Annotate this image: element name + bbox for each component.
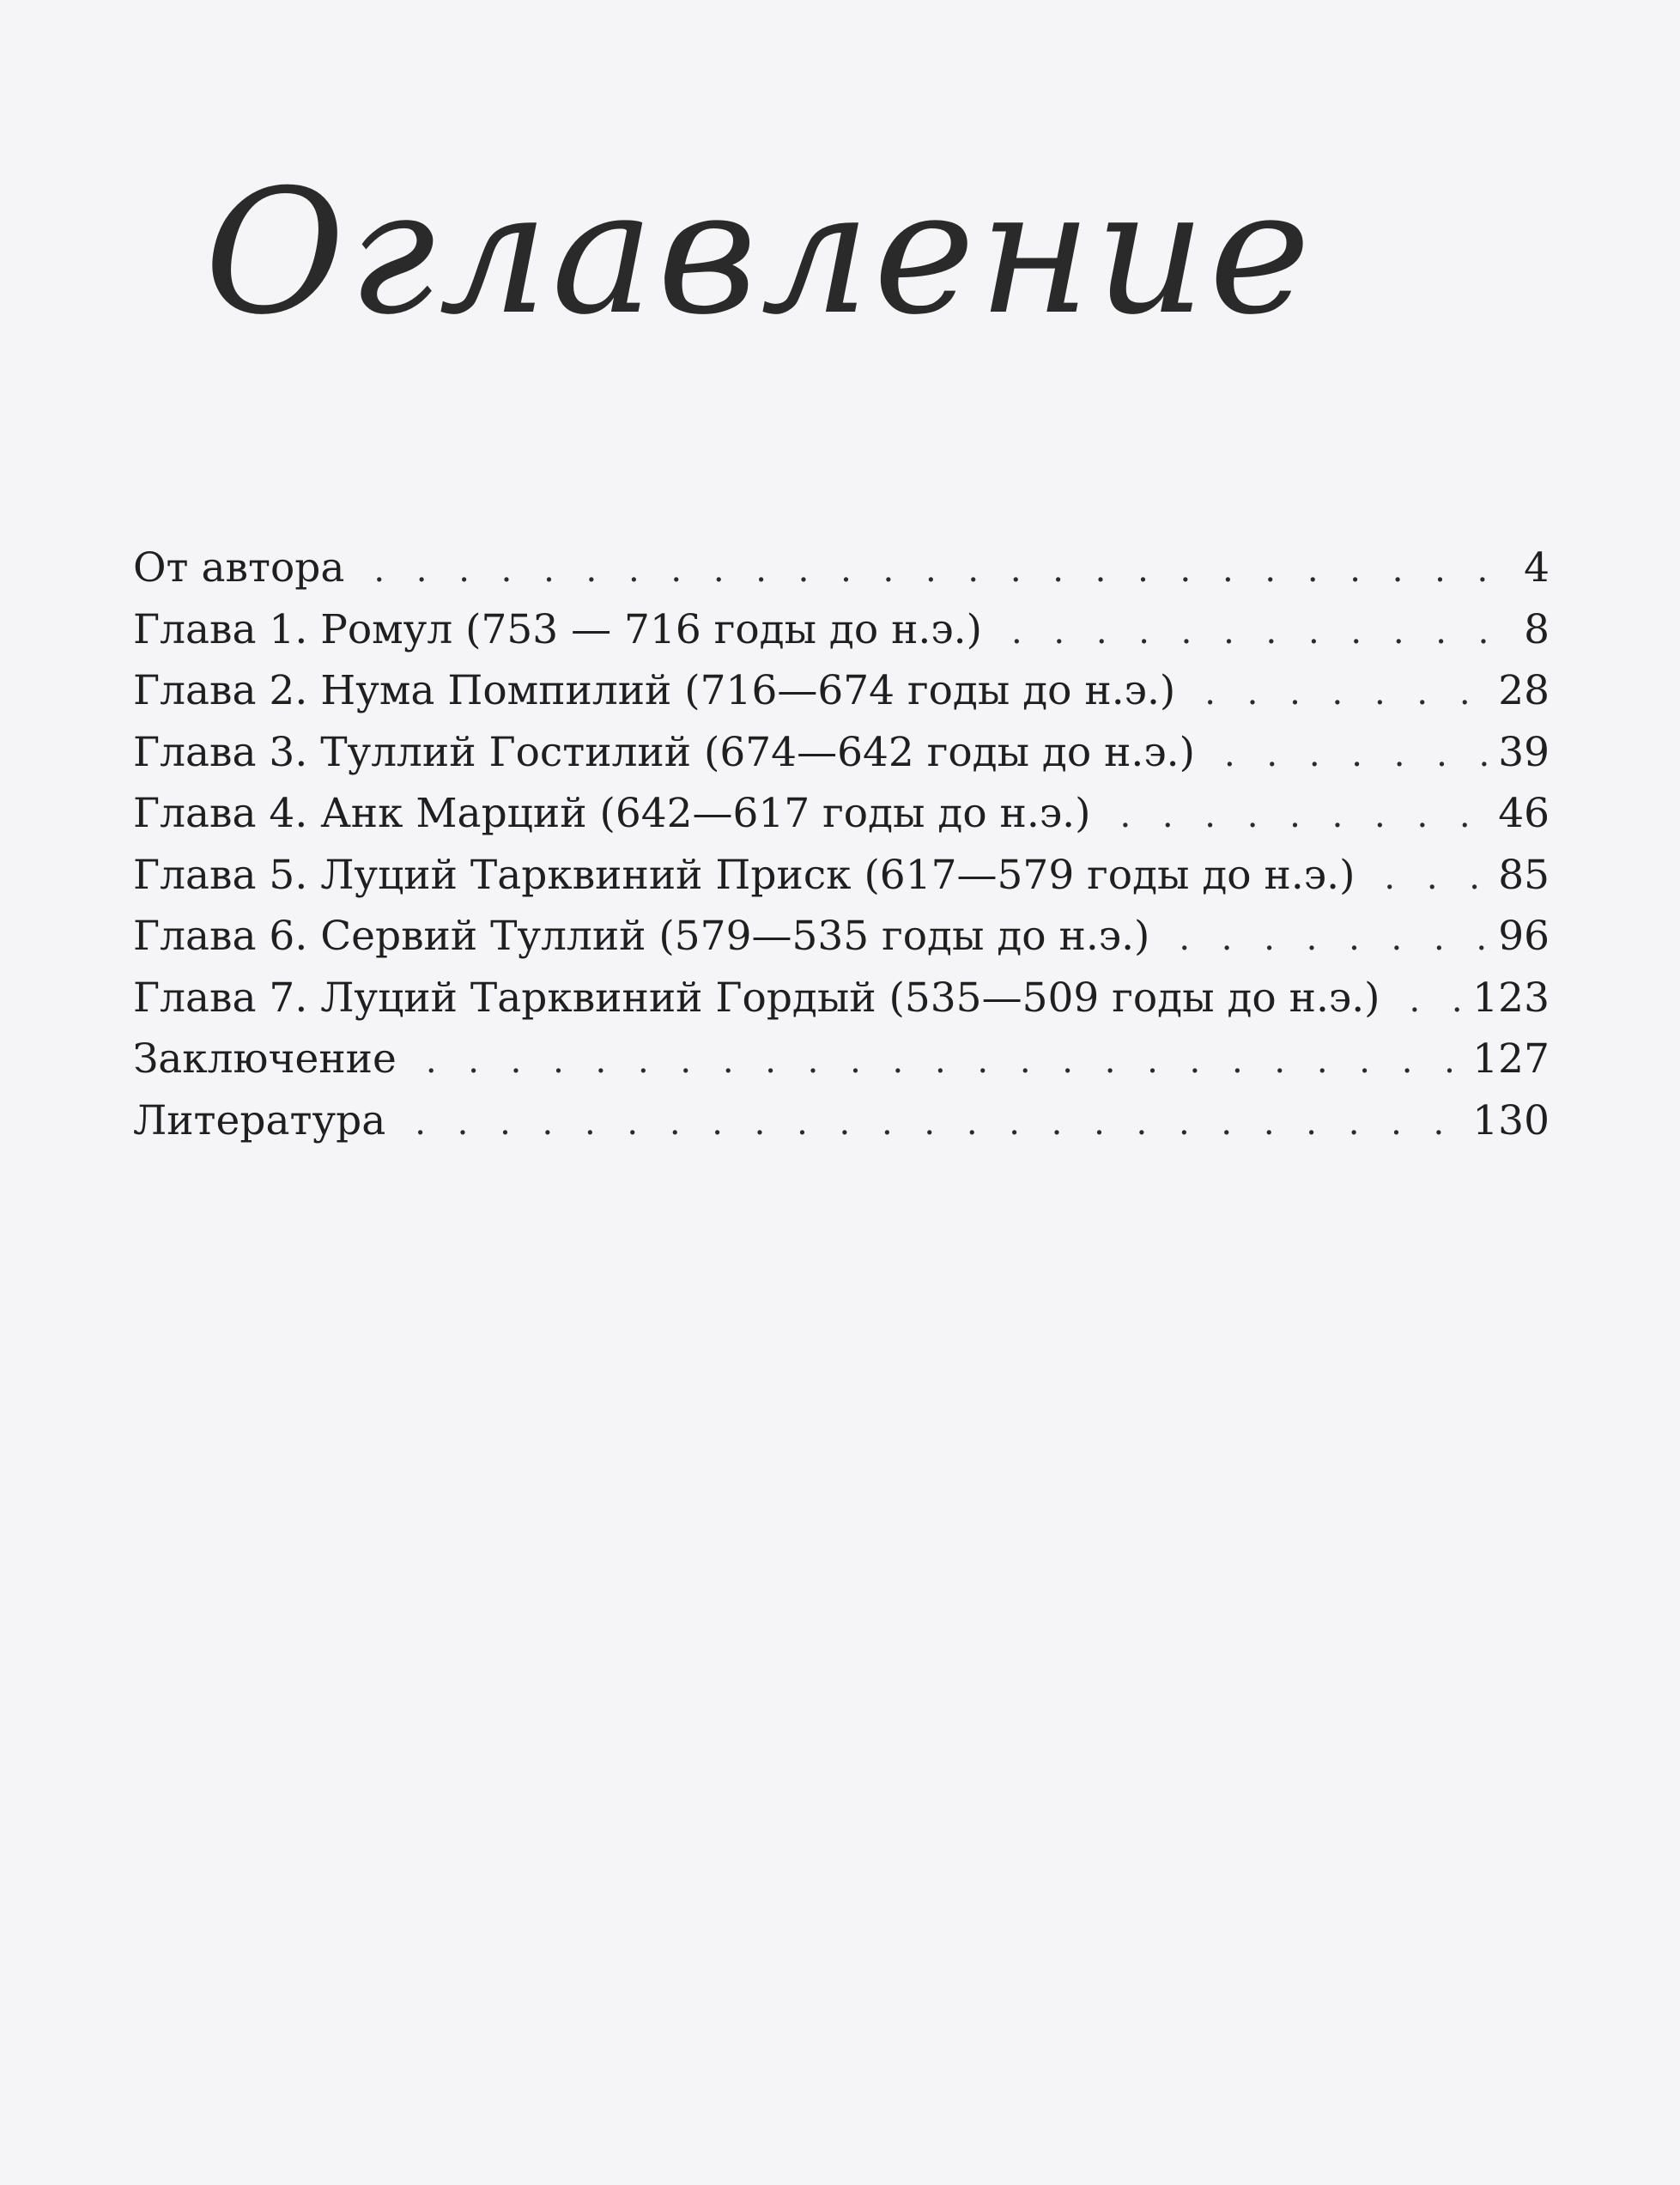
toc-entry-page: 123 — [1472, 974, 1550, 1022]
toc-entry-title: Глава 1. Ромул (753 — 716 годы до н.э.) — [133, 605, 982, 653]
dot-leader — [373, 550, 1496, 590]
table-of-contents — [133, 544, 1550, 1158]
toc-entry-title: Глава 5. Луций Тарквиний Приск (617—579 годы до н.э.) — [133, 851, 1356, 899]
toc-entry-page: 85 — [1498, 851, 1550, 899]
toc-entry[interactable] — [133, 667, 1550, 729]
toc-entry[interactable] — [133, 606, 1550, 668]
dot-leader — [1384, 858, 1488, 897]
toc-entry-title: Заключение — [133, 1035, 397, 1083]
dot-leader — [1224, 735, 1488, 774]
toc-entry[interactable] — [133, 913, 1550, 974]
toc-entry-page: 28 — [1498, 667, 1550, 714]
toc-entry-page: 127 — [1472, 1035, 1550, 1083]
toc-entry-page: 4 — [1524, 544, 1550, 592]
dot-leader — [1409, 980, 1462, 1020]
toc-entry-page: 130 — [1472, 1096, 1550, 1144]
dot-leader — [1119, 796, 1488, 835]
toc-entry[interactable] — [133, 1097, 1550, 1159]
toc-entry-title: Глава 3. Туллий Гостилий (674—642 годы до н.э.) — [133, 728, 1195, 776]
toc-entry-title: Литература — [133, 1096, 386, 1144]
toc-entry[interactable] — [133, 852, 1550, 913]
toc-entry-page: 39 — [1498, 728, 1550, 776]
toc-entry[interactable] — [133, 1035, 1550, 1097]
toc-entry-page: 96 — [1498, 913, 1550, 960]
dot-leader — [1204, 673, 1488, 713]
toc-entry-page: 8 — [1524, 605, 1550, 653]
toc-entry-page: 46 — [1498, 790, 1550, 837]
dot-leader — [415, 1103, 1462, 1143]
toc-entry-title: Глава 7. Луций Тарквиний Гордый (535—509 годы до н.э.) — [133, 974, 1380, 1022]
toc-entry-title: От автора — [133, 544, 345, 592]
toc-entry[interactable] — [133, 729, 1550, 791]
dot-leader — [1011, 612, 1496, 652]
toc-entry[interactable] — [133, 790, 1550, 852]
page-heading: Оглавление — [204, 153, 1314, 353]
toc-entry-title: Глава 6. Сервий Туллий (579—535 годы до н.э.) — [133, 913, 1150, 960]
toc-entry-title: Глава 4. Анк Марций (642—617 годы до н.э.) — [133, 790, 1091, 837]
toc-entry[interactable] — [133, 974, 1550, 1036]
toc-entry[interactable] — [133, 544, 1550, 606]
dot-leader — [1179, 919, 1488, 958]
dot-leader — [426, 1041, 1462, 1081]
toc-entry-title: Глава 2. Нума Помпилий (716—674 годы до н.э.) — [133, 667, 1176, 714]
